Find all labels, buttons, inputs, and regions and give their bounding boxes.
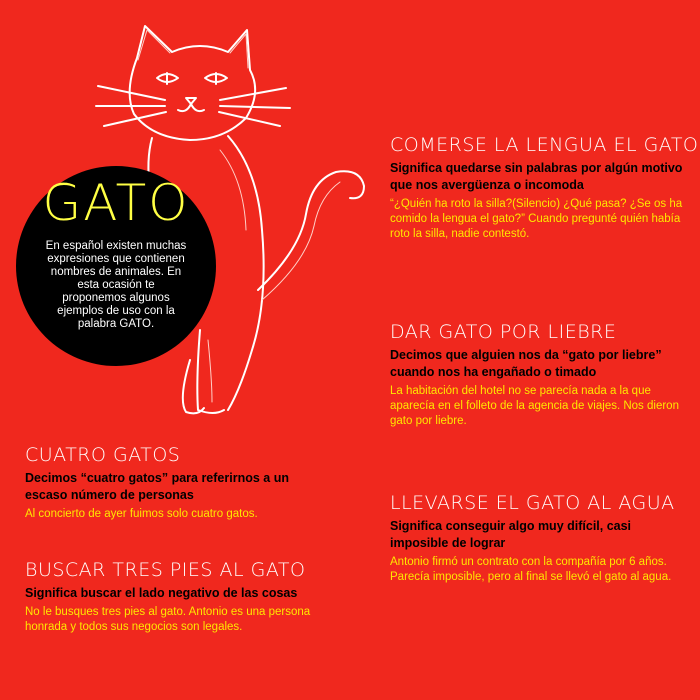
section-dar-gato [390, 322, 685, 429]
gato-heading: GATO [42, 174, 190, 232]
section-title: DAR GATO POR LIEBRE [390, 321, 617, 343]
section-definition: Decimos que alguien nos da “gato por liebre” cuando nos ha engañado o timado [390, 347, 662, 379]
section-title: CUATRO GATOS [25, 444, 181, 466]
section-buscar [25, 560, 315, 635]
section-title: COMERSE LA LENGUA EL GATO [390, 134, 699, 156]
section-definition: Significa conseguir algo muy difícil, casi imposible de lograr [390, 518, 632, 550]
section-title: LLEVARSE EL GATO AL AGUA [390, 492, 675, 514]
section-definition: Significa quedarse sin palabras por algún motivo que nos avergüenza o incomoda [390, 160, 683, 192]
intro-circle [16, 166, 216, 366]
section-llevarse [390, 493, 685, 585]
section-example: Antonio firmó un contrato con la compañía por 6 años. Parecía imposible, pero al final se llevó el gato al agua. [390, 555, 672, 583]
section-cuatro [25, 445, 325, 522]
section-comerse [390, 134, 699, 242]
section-title: BUSCAR TRES PIES AL GATO [25, 559, 306, 581]
section-example: Al concierto de ayer fuimos solo cuatro gatos. [25, 507, 258, 520]
section-example: No le busques tres pies al gato. Antonio es una persona honrada y todos sus negocios son legales. [25, 605, 311, 633]
section-example: La habitación del hotel no se parecía nada a la que aparecía en el folleto de la agencia de viajes. Nos dieron gato por liebre. [390, 384, 679, 427]
section-definition: Significa buscar el lado negativo de las cosas [25, 585, 298, 600]
section-example: “¿Quién ha roto la silla?(Silencio) ¿Qué pasa? ¿Se os ha comido la lengua el gato?” Cuando pregunté quién había roto la silla, nadie contestó. [390, 197, 683, 240]
intro-text: En español existen muchas expresiones que contienen nombres de animales. En esta ocasión te proponemos algunos ejemplos de uso con la palabra GATO. [45, 240, 187, 330]
section-definition: Decimos “cuatro gatos” para referirnos a un escaso número de personas [25, 470, 289, 502]
